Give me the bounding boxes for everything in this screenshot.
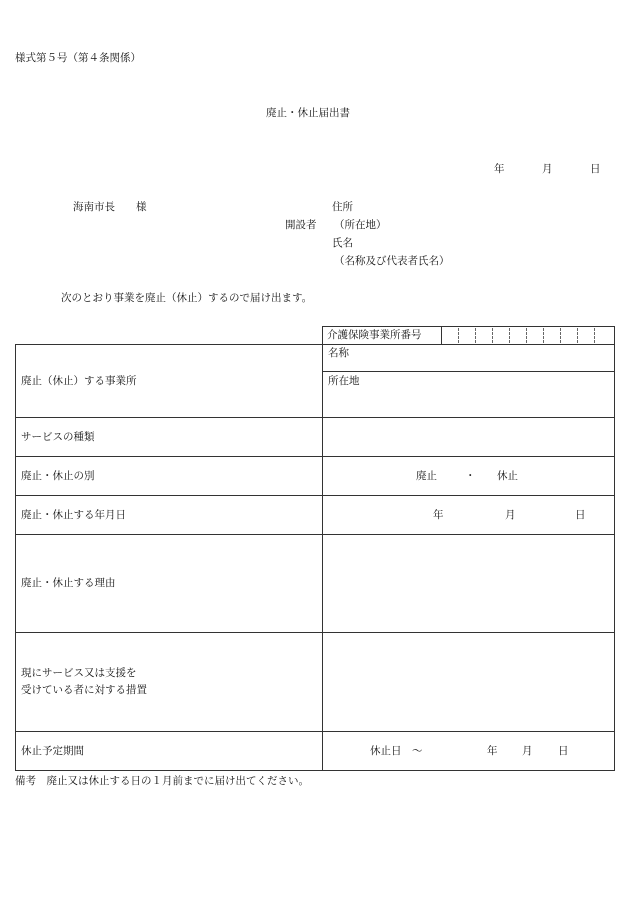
applicant-name-sub: （名称及び代表者氏名） (334, 255, 450, 267)
service-type-label: サービスの種類 (21, 431, 95, 443)
measures-label-line2: 受けている者に対する措置 (21, 684, 147, 696)
period-label: 休止予定期間 (21, 745, 84, 757)
period-day: 日 (558, 745, 569, 757)
note-text: 備考 廃止又は休止する日の１月前までに届け出てください。 (15, 775, 309, 787)
date-day: 日 (590, 163, 601, 175)
date-month: 月 (542, 163, 553, 175)
applicant-address-label: 住所 (332, 201, 353, 213)
date-row-label: 廃止・休止する年月日 (21, 509, 126, 521)
intro-text: 次のとおり事業を廃止（休止）するので届け出ます。 (61, 292, 313, 304)
date-row-day: 日 (575, 509, 586, 521)
period-month: 月 (522, 745, 533, 757)
measures-label-line1: 現にサービス又は支援を (21, 667, 137, 679)
applicant-role-label: 開設者 (285, 219, 317, 231)
kind-separator: ・ (465, 470, 476, 482)
office-row-label: 廃止（休止）する事業所 (21, 375, 137, 387)
office-name-label: 名称 (328, 347, 349, 359)
period-start: 休止日 ～ (370, 745, 423, 757)
office-location-label: 所在地 (328, 375, 360, 387)
form-number: 様式第５号（第４条関係） (15, 52, 141, 64)
kind-option-suspend: 休止 (497, 470, 518, 482)
applicant-address-sub: （所在地） (334, 219, 387, 231)
kind-option-abolish: 廃止 (416, 470, 437, 482)
date-row-month: 月 (505, 509, 516, 521)
reason-label: 廃止・休止する理由 (21, 577, 116, 589)
main-table (15, 344, 615, 771)
office-number-label: 介護保険事業所番号 (327, 329, 422, 341)
date-year: 年 (494, 163, 505, 175)
form-title: 廃止・休止届出書 (266, 107, 350, 119)
period-year: 年 (487, 745, 498, 757)
addressee: 海南市長 様 (73, 201, 147, 213)
applicant-name-label: 氏名 (332, 237, 353, 249)
date-row-year: 年 (433, 509, 444, 521)
kind-label: 廃止・休止の別 (21, 470, 95, 482)
